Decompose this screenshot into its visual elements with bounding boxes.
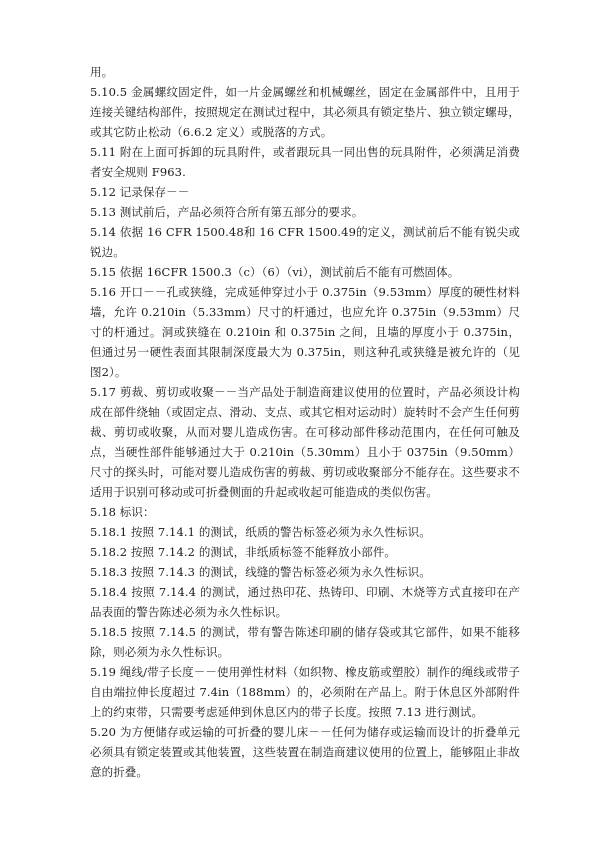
paragraph-5-13: 5.13 测试前后，产品必须符合所有第五部分的要求。 [90, 205, 364, 219]
paragraph-5-19: 5.19 绳线/带子长度－－使用弹性材料（如织物、橡皮筋或塑胶）制作的绳线或带子自由端拉伸长度超过 7.4in（188mm）的，必须附在产品上。附于休息区外部附件上的约束带，只需要考虑延伸到休息区内的带子长度。按照 7.13 进行测试。 [90, 665, 520, 719]
paragraph-5-18-3: 5.18.3 按照 7.14.3 的测试，线缝的警告标签必须为永久性标识。 [90, 565, 431, 579]
paragraph-continuation: 用。 [90, 65, 114, 79]
paragraph-5-11: 5.11 附在上面可拆卸的玩具附件，或者跟玩具一同出售的玩具附件，必须满足消费者安全规则 F963. [90, 145, 520, 179]
paragraph-5-18-2: 5.18.2 按照 7.14.2 的测试，非纸质标签不能释放小部件。 [90, 545, 397, 559]
paragraph-5-18-1: 5.18.1 按照 7.14.1 的测试，纸质的警告标签必须为永久性标识。 [90, 525, 431, 539]
document-body [90, 62, 520, 782]
paragraph-5-12: 5.12 记录保存－－ [90, 185, 190, 199]
paragraph-5-18-5: 5.18.5 按照 7.14.5 的测试，带有警告陈述印刷的储存袋或其它部件，如果不能移除，则必须为永久性标识。 [90, 625, 520, 659]
paragraph-5-14: 5.14 依据 16 CFR 1500.48和 16 CFR 1500.49的定义，测试前后不能有锐尖或锐边。 [90, 225, 520, 259]
paragraph-5-15: 5.15 依据 16CFR 1500.3（c）（6）（vi），测试前后不能有可燃固体。 [90, 265, 460, 279]
paragraph-5-16: 5.16 开口－－孔或狭缝，完成延伸穿过小于 0.375in（9.53mm）厚度的硬性材料墙，允许 0.210in（5.33mm）尺寸的杆通过，也应允许 0.375in（9.53mm）尺寸的杆通过。洞或狭缝在 0.210in 和 0.375in 之间，且墙的厚度小于 0.375in，但通过另一硬性表面其限制深度最大为 0.375in，则这种孔或狭缝是被允许的（见图2）。 [90, 285, 520, 379]
paragraph-5-17: 5.17 剪裁、剪切或收聚－－当产品处于制造商建议使用的位置时，产品必须设计构成在部件绕轴（或固定点、滑动、支点、或其它相对运动时）旋转时不会产生任何剪裁、剪切或收聚，从而对婴儿造成伤害。在可移动部件移动范围内，在任何可触及点，当硬性部件能够通过大于 0.210in（5.30mm）且小于 0375in（9.50mm）尺寸的探头时，可能对婴儿造成伤害的剪裁、剪切或收聚部分不能存在。这些要求不适用于识别可移动或可折叠侧面的升起或收起可能造成的类似伤害。 [90, 385, 520, 499]
paragraph-5-20: 5.20 为方便储存或运输的可折叠的婴儿床－－任何为储存或运输而设计的折叠单元必须具有锁定装置或其他装置，这些装置在制造商建议使用的位置上，能够阻止非故意的折叠。 [90, 725, 520, 779]
paragraph-5-10-5: 5.10.5 金属螺纹固定件，如一片金属螺丝和机械螺丝，固定在金属部件中，且用于连接关键结构部件，按照规定在测试过程中，其必须具有锁定垫片、独立锁定螺母，或其它防止松动（6.6.2 定义）或脱落的方式。 [90, 85, 520, 139]
paragraph-5-18: 5.18 标识： [90, 505, 155, 519]
paragraph-5-18-4: 5.18.4 按照 7.14.4 的测试，通过热印花、热铸印、印刷、木烧等方式直接印在产品表面的警告陈述必须为永久性标识。 [90, 585, 520, 619]
